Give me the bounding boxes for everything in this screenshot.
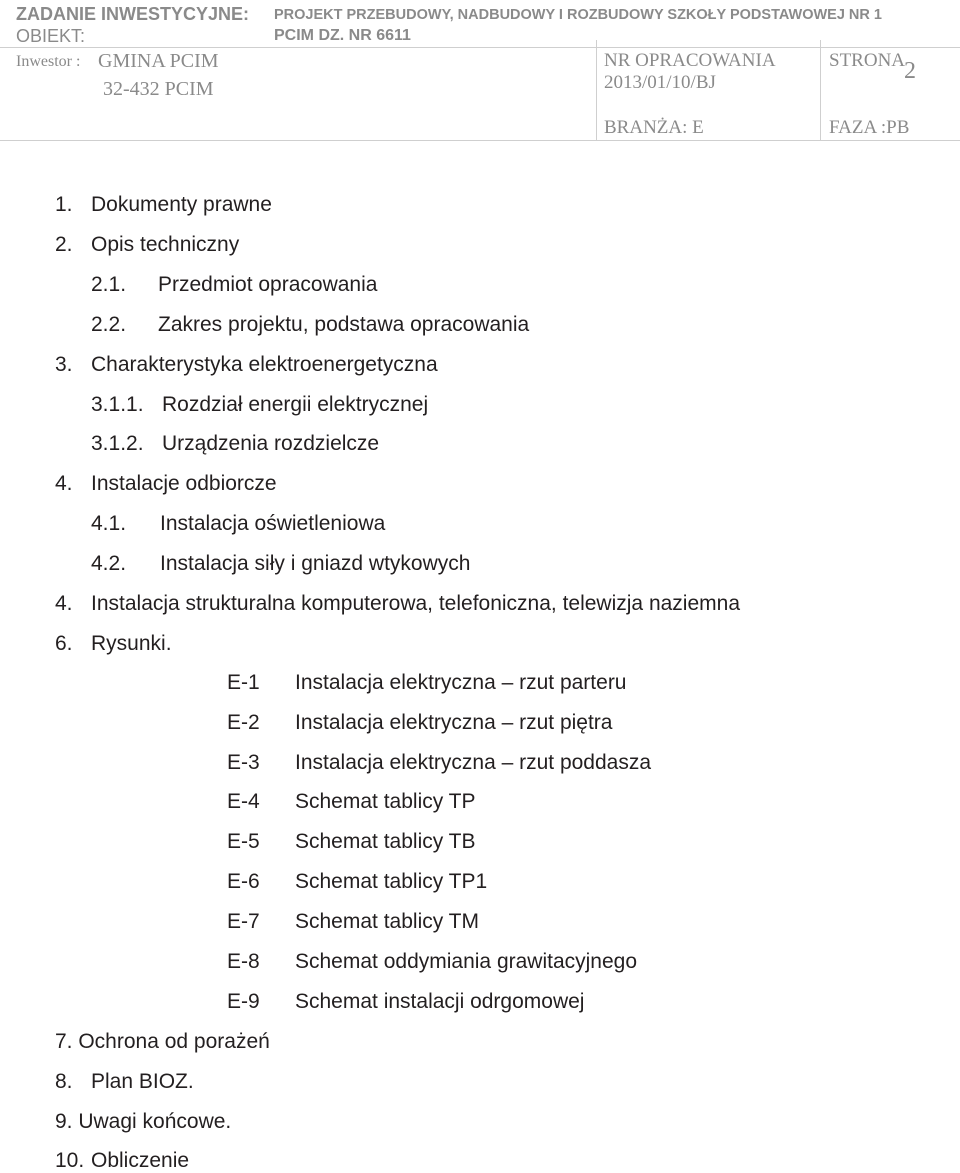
page-number: 2 (904, 58, 916, 84)
toc-item-number: 4.1. (91, 512, 127, 535)
toc-item-number: 2.2. (91, 313, 127, 336)
drawing-code: E-3 (227, 751, 260, 774)
nr-opracowania-value: 2013/01/10/BJ (604, 72, 716, 93)
toc-item-zakres-projektu: Zakres projektu, podstawa opracowania (158, 313, 530, 336)
toc-item-instalacja-oswietleniowa: Instalacja oświetleniowa (160, 512, 386, 535)
drawing-code: E-4 (227, 790, 260, 813)
drawing-title: Instalacja elektryczna – rzut parteru (295, 671, 627, 694)
drawing-code: E-2 (227, 711, 260, 734)
toc-item-urzadzenia-rozdzielcze: Urządzenia rozdzielcze (162, 432, 380, 455)
toc-item-number: 2.1. (91, 273, 127, 296)
toc-item-number: 8. (55, 1070, 73, 1093)
toc-item-obliczenie: Obliczenie (91, 1149, 190, 1172)
drawing-code: E-1 (227, 671, 260, 694)
branza-label: BRANŻA: E (604, 117, 704, 138)
toc-item-plan-bioz: Plan BIOZ. (91, 1070, 194, 1093)
header-divider (0, 47, 960, 48)
drawing-code: E-6 (227, 870, 260, 893)
toc-item-number: 4. (55, 592, 73, 615)
drawing-code: E-8 (227, 950, 260, 973)
obiekt-label: OBIEKT: (16, 26, 86, 46)
toc-item-number: 3.1.1. (91, 393, 144, 416)
header-column-divider (820, 40, 821, 140)
toc-item-number: 4. (55, 472, 73, 495)
toc-item-number: 4.2. (91, 552, 127, 575)
zadanie-value: PROJEKT PRZEBUDOWY, NADBUDOWY I ROZBUDOWY SZKOŁY PODSTAWOWEJ NR 1 (274, 7, 882, 23)
drawing-title: Instalacja elektryczna – rzut piętra (295, 711, 613, 734)
header-column-divider (596, 40, 597, 140)
toc-item-uwagi: 9. Uwagi końcowe. (55, 1110, 232, 1133)
inwestor-name: GMINA PCIM (98, 50, 219, 72)
drawing-code: E-9 (227, 990, 260, 1013)
toc-item-number: 2. (55, 233, 73, 256)
drawing-title: Schemat tablicy TM (295, 910, 480, 933)
toc-item-ochrona: 7. Ochrona od porażeń (55, 1030, 270, 1053)
toc-item-przedmiot-opracowania: Przedmiot opracowania (158, 273, 378, 296)
toc-item-instalacja-sily: Instalacja siły i gniazd wtykowych (160, 552, 471, 575)
drawing-title: Schemat instalacji odrgomowej (295, 990, 585, 1013)
document-header (0, 0, 960, 145)
drawing-title: Schemat tablicy TP (295, 790, 476, 813)
zadanie-label: ZADANIE INWESTYCYJNE: (16, 4, 250, 24)
drawing-title: Schemat tablicy TB (295, 830, 476, 853)
inwestor-address: 32-432 PCIM (103, 78, 214, 100)
drawing-title: Schemat tablicy TP1 (295, 870, 488, 893)
toc-item-number: 6. (55, 632, 73, 655)
toc-item-charakterystyka: Charakterystyka elektroenergetyczna (91, 353, 438, 376)
nr-opracowania-label: NR OPRACOWANIA (604, 50, 776, 71)
inwestor-label: Inwestor : (16, 53, 81, 70)
toc-item-number: 1. (55, 193, 73, 216)
toc-item-rysunki: Rysunki. (91, 632, 172, 655)
obiekt-value: PCIM DZ. NR 6611 (274, 27, 411, 44)
drawing-title: Instalacja elektryczna – rzut poddasza (295, 751, 652, 774)
drawing-code: E-5 (227, 830, 260, 853)
toc-item-dokumenty-prawne: Dokumenty prawne (91, 193, 272, 216)
toc-item-opis-techniczny: Opis techniczny (91, 233, 240, 256)
drawing-code: E-7 (227, 910, 260, 933)
toc-item-instalacje-odbiorcze: Instalacje odbiorcze (91, 472, 277, 495)
header-bottom-border (0, 140, 960, 141)
strona-label: STRONA (829, 50, 906, 71)
toc-item-rozdzial-energii: Rozdział energii elektrycznej (162, 393, 429, 416)
toc-item-instalacja-strukturalna: Instalacja strukturalna komputerowa, telefoniczna, telewizja naziemna (91, 592, 741, 615)
toc-item-number: 10. (55, 1149, 85, 1172)
faza-label: FAZA :PB (829, 117, 910, 138)
toc-item-number: 3.1.2. (91, 432, 144, 455)
drawing-title: Schemat oddymiania grawitacyjnego (295, 950, 638, 973)
toc-item-number: 3. (55, 353, 73, 376)
